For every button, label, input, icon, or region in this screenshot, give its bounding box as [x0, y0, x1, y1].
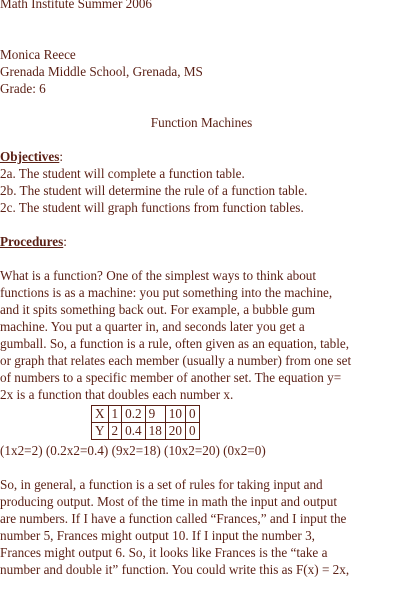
objective-item: 2c. The student will graph functions from function tables. [0, 200, 304, 215]
table-cell: 0 [185, 406, 199, 423]
objective-item: 2b. The student will determine the rule of a function table. [0, 183, 308, 198]
table-cell: 20 [165, 423, 185, 440]
table-cell: 2 [108, 423, 122, 440]
paragraph-line: of numbers to a specific member of another set. The equation y= [0, 370, 342, 385]
paragraph-line: What is a function? One of the simplest ways to think about [0, 268, 317, 283]
spacer [0, 131, 403, 148]
paragraph-line: or graph that relates each member (usually a number) from one set [0, 353, 352, 368]
table-cell: 9 [145, 406, 165, 423]
table-row-x [92, 406, 200, 423]
paragraph-line: functions is as a machine: you put something into the machine, [0, 285, 333, 300]
spacer [0, 216, 403, 233]
paragraph-line: So, in general, a function is a set of rules for taking input and [0, 477, 323, 492]
table-cell: Y [92, 423, 109, 440]
spacer [0, 12, 403, 46]
paragraph-line: machine. You put a quarter in, and seconds later you get a [0, 319, 305, 334]
paragraph-line: and it spits something back out. For example, a bubble gum [0, 302, 315, 317]
table-cell: X [92, 406, 109, 423]
table-cell: 1 [108, 406, 122, 423]
paragraph-general-function [0, 476, 403, 578]
table-cell: 0.2 [122, 406, 145, 423]
objective-item: 2a. The student will complete a function table. [0, 166, 245, 181]
table-cell: 10 [165, 406, 185, 423]
spacer [0, 459, 403, 476]
objectives-heading-line [0, 148, 403, 165]
objectives-colon: : [59, 149, 63, 164]
paragraph-line: number 5, Frances might output 10. If I input the number 3, [0, 528, 315, 543]
institute-line: Math Institute Summer 2006 [0, 0, 153, 11]
table-cell: 18 [145, 423, 165, 440]
paragraph-line: Frances might output 6. So, it looks like Frances is the “take a [0, 545, 328, 560]
school-line: Grenada Middle School, Grenada, MS [0, 64, 203, 79]
spacer [0, 250, 403, 267]
objectives-heading: Objectives [0, 149, 60, 164]
paragraph-function-intro [0, 267, 403, 403]
table-cell: 0.4 [122, 423, 145, 440]
procedures-colon: : [63, 234, 67, 249]
procedures-heading-line [0, 233, 403, 250]
grade-line: Grade: 6 [0, 81, 46, 96]
procedures-heading: Procedures [0, 234, 64, 249]
calculation-line: (1x2=2) (0.2x2=0.4) (9x2=18) (10x2=20) (0x2=0) [0, 443, 266, 458]
function-table [91, 405, 200, 440]
paragraph-line: are numbers. If I have a function called “Frances,” and I input the [0, 511, 347, 526]
table-cell: 0 [185, 423, 199, 440]
paragraph-line: gumball. So, a function is a rule, often given as an equation, table, [0, 336, 350, 351]
paragraph-line: 2x is a function that doubles each number x. [0, 387, 234, 402]
table-row-y [92, 423, 200, 440]
document-title: Function Machines [150, 115, 253, 130]
paragraph-line: producing output. Most of the time in math the input and output [0, 494, 337, 509]
spacer [0, 97, 403, 114]
author-name: Monica Reece [0, 47, 76, 62]
paragraph-line: number and double it” function. You could write this as F(x) = 2x, [0, 562, 350, 577]
